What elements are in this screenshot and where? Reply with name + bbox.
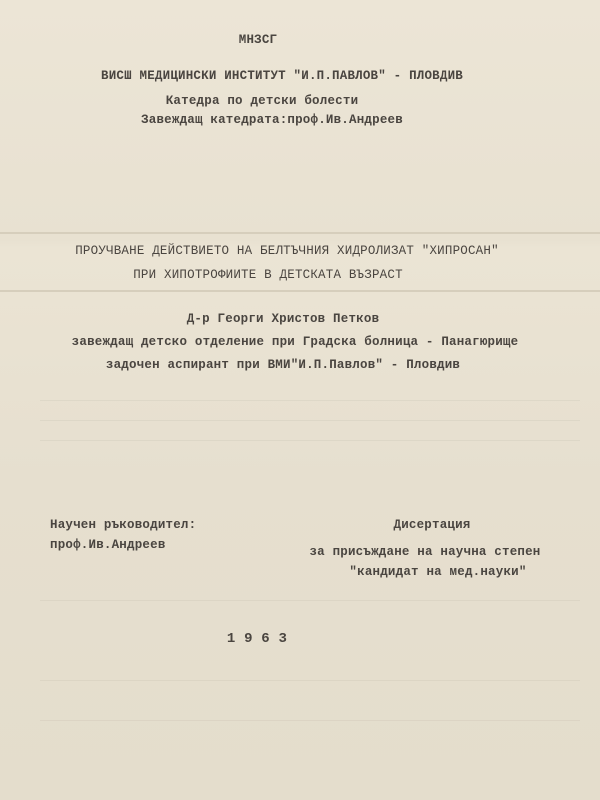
department-heading: Катедра по детски болести (165, 94, 359, 108)
institute-heading: ВИСШ МЕДИЦИНСКИ ИНСТИТУТ "И.П.ПАВЛОВ" - ПЛОВДИВ (101, 69, 463, 83)
supervisor-label: Научен ръководител: (50, 518, 197, 532)
year: 1 9 6 3 (226, 631, 288, 647)
dissertation-purpose: за присъждане на научна степен (309, 545, 541, 559)
paper-fold (0, 290, 600, 292)
title-line-1: ПРОУЧВАНЕ ДЕЙСТВИЕТО НА БЕЛТЪЧНИЯ ХИДРОЛИЗАТ "ХИПРОСАН" (75, 244, 499, 258)
supervisor-name: проф.Ив.Андреев (50, 538, 166, 552)
dissertation-label: Дисертация (393, 518, 471, 532)
title-line-2: ПРИ ХИПОТРОФИИТЕ В ДЕТСКАТА ВЪЗРАСТ (133, 268, 403, 282)
author-status: задочен аспирант при ВМИ"И.П.Павлов" - Пловдив (105, 358, 461, 372)
department-head: Завеждащ катедрата:проф.Ив.Андреев (141, 113, 403, 127)
author-position: завеждащ детско отделение при Градска болница - Панагюрище (71, 335, 519, 349)
ministry-heading: МНЗСГ (238, 33, 278, 47)
author-name: Д-р Георги Христов Петков (186, 312, 380, 326)
paper-fold (0, 232, 600, 234)
dissertation-degree: "кандидат на мед.науки" (349, 565, 527, 579)
